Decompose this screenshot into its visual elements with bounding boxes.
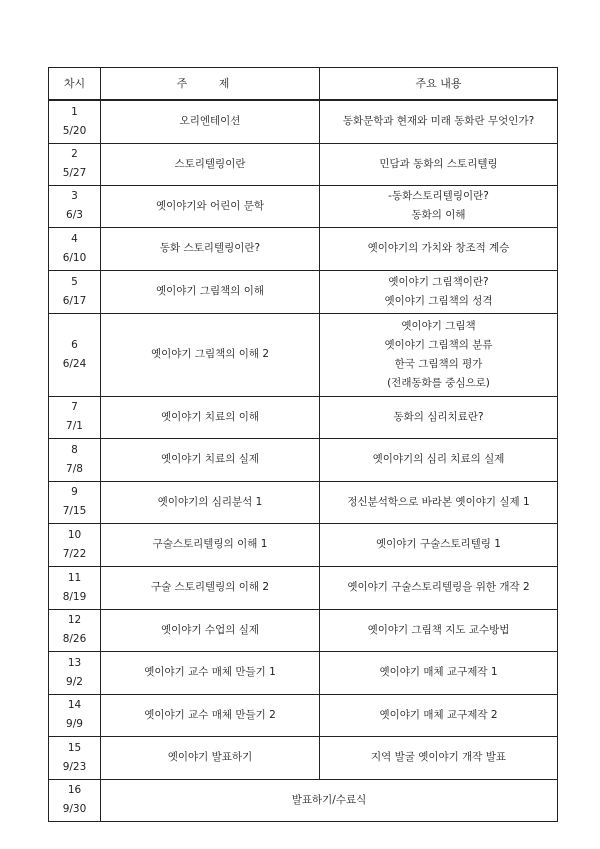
content-cell <box>320 185 558 227</box>
session-number: 8 <box>71 443 78 456</box>
session-date: 9/9 <box>66 718 83 730</box>
content-line: 옛이야기 구술스토리텔링을 위한 개작 2 <box>347 581 530 593</box>
content-cell <box>320 143 558 185</box>
topic-cell: 동화 스토리텔링이란? <box>101 227 320 270</box>
table-row <box>49 227 558 270</box>
session-number: 12 <box>67 614 82 626</box>
session-cell <box>49 313 101 396</box>
table-row <box>49 438 558 481</box>
session-cell <box>49 185 101 227</box>
session-date: 7/22 <box>62 547 87 560</box>
session-date: 8/26 <box>62 633 87 645</box>
topic-cell: 옛이야기 교수 매체 만들기 1 <box>101 651 320 694</box>
table-row <box>49 566 558 609</box>
table-row <box>49 694 558 736</box>
content-cell <box>320 651 558 694</box>
topic-cell: 옛이야기 그림책의 이해 <box>101 270 320 313</box>
header-topic <box>101 68 320 101</box>
session-cell <box>49 651 101 694</box>
topic-cell: 스토리텔링이란 <box>101 143 320 185</box>
table-row <box>49 270 558 313</box>
table-row <box>49 100 558 143</box>
table-row <box>49 313 558 396</box>
content-cell <box>320 438 558 481</box>
header-topic-text: 주 제 <box>176 77 244 90</box>
content-line: 옛이야기의 심리 치료의 실제 <box>372 453 505 465</box>
session-cell <box>49 523 101 566</box>
topic-cell: 오리엔테이션 <box>101 100 320 143</box>
content-line: 옛이야기 그림책 지도 교수방법 <box>367 623 510 636</box>
table-row <box>49 523 558 566</box>
session-number: 3 <box>71 190 78 202</box>
content-cell <box>320 313 558 396</box>
topic-cell: 옛이야기 발표하기 <box>101 736 320 779</box>
final-event-cell: 발표하기/수료식 <box>101 779 558 821</box>
topic-cell: 옛이야기와 어린이 문학 <box>101 185 320 227</box>
session-number: 4 <box>71 232 78 245</box>
topic-cell: 옛이야기의 심리분석 1 <box>101 481 320 523</box>
topic-cell: 옛이야기 치료의 실제 <box>101 438 320 481</box>
session-date: 7/8 <box>66 462 83 475</box>
session-cell <box>49 736 101 779</box>
content-line: 옛이야기 그림책의 분류 <box>384 338 493 351</box>
content-line: 동화의 이해 <box>411 209 466 221</box>
content-line: 옛이야기의 가치와 창조적 계승 <box>367 242 510 254</box>
table-row <box>49 736 558 779</box>
table-row <box>49 396 558 438</box>
session-date: 7/15 <box>62 505 87 517</box>
session-number: 16 <box>67 784 82 796</box>
schedule-table <box>48 67 558 822</box>
content-line: 옛이야기 구술스토리텔링 1 <box>376 538 501 550</box>
table-row <box>49 143 558 185</box>
session-date: 5/20 <box>62 124 87 137</box>
schedule-body <box>49 100 558 821</box>
content-cell <box>320 736 558 779</box>
table-row <box>49 185 558 227</box>
session-cell <box>49 227 101 270</box>
session-number: 15 <box>67 741 82 754</box>
session-date: 8/19 <box>62 590 87 603</box>
content-cell <box>320 523 558 566</box>
topic-cell: 옛이야기 수업의 실제 <box>101 609 320 651</box>
session-number: 1 <box>71 105 78 118</box>
session-cell <box>49 438 101 481</box>
header-row <box>49 68 558 101</box>
session-cell <box>49 779 101 821</box>
content-line: 동화문학과 현재와 미래 동화란 무엇인가? <box>342 115 535 128</box>
session-date: 9/2 <box>66 675 83 688</box>
content-line: 옛이야기 매체 교구제작 2 <box>379 708 498 721</box>
session-cell <box>49 100 101 143</box>
session-number: 11 <box>67 571 82 584</box>
content-line: 한국 그림책의 평가 <box>394 357 483 370</box>
session-date: 7/1 <box>66 420 83 432</box>
session-date: 9/23 <box>62 760 87 773</box>
content-cell <box>320 694 558 736</box>
session-cell <box>49 270 101 313</box>
content-cell <box>320 566 558 609</box>
session-cell <box>49 143 101 185</box>
session-number: 2 <box>71 148 78 160</box>
table-row <box>49 481 558 523</box>
content-line: 옛이야기 그림책이란? <box>388 275 489 288</box>
content-cell <box>320 270 558 313</box>
session-number: 5 <box>71 275 78 288</box>
table-row <box>49 651 558 694</box>
content-line: 옛이야기 그림책 <box>401 319 476 332</box>
session-cell <box>49 396 101 438</box>
topic-cell: 구술스토리텔링의 이해 1 <box>101 523 320 566</box>
content-cell <box>320 481 558 523</box>
session-number: 10 <box>67 528 82 541</box>
session-date: 9/30 <box>62 803 87 815</box>
table-row <box>49 609 558 651</box>
session-number: 9 <box>71 486 78 498</box>
session-date: 6/24 <box>62 357 87 370</box>
session-date: 6/3 <box>66 209 83 221</box>
content-line: 정신분석학으로 바라본 옛이야기 실제 1 <box>347 495 530 508</box>
content-line: 옛이야기 그림책의 성격 <box>384 294 493 307</box>
header-content: 주요 내용 <box>320 68 558 101</box>
session-number: 6 <box>71 338 78 351</box>
session-cell <box>49 609 101 651</box>
topic-cell: 옛이야기 교수 매체 만들기 2 <box>101 694 320 736</box>
session-number: 13 <box>67 656 82 669</box>
content-line: 옛이야기 매체 교구제작 1 <box>379 666 498 678</box>
topic-cell: 옛이야기 치료의 이해 <box>101 396 320 438</box>
content-cell <box>320 609 558 651</box>
session-date: 5/27 <box>62 167 87 179</box>
content-cell <box>320 100 558 143</box>
session-number: 14 <box>67 699 82 711</box>
content-line: 동화의 심리치료란? <box>393 410 484 423</box>
session-number: 7 <box>71 401 78 413</box>
session-date: 6/17 <box>62 294 87 307</box>
table-row-final <box>49 779 558 821</box>
topic-cell: 구술 스토리텔링의 이해 2 <box>101 566 320 609</box>
content-line: -동화스토리텔링이란? <box>388 190 489 202</box>
session-cell <box>49 694 101 736</box>
session-date: 6/10 <box>62 251 87 264</box>
header-session: 차시 <box>49 68 101 101</box>
content-cell <box>320 227 558 270</box>
session-cell <box>49 566 101 609</box>
content-cell <box>320 396 558 438</box>
content-line: (전래동화를 중심으로) <box>387 376 490 389</box>
session-cell <box>49 481 101 523</box>
content-line: 지역 발굴 옛이야기 개작 발표 <box>370 751 507 763</box>
content-line: 민담과 동화의 스토리텔링 <box>379 157 498 170</box>
topic-cell: 옛이야기 그림책의 이해 2 <box>101 313 320 396</box>
